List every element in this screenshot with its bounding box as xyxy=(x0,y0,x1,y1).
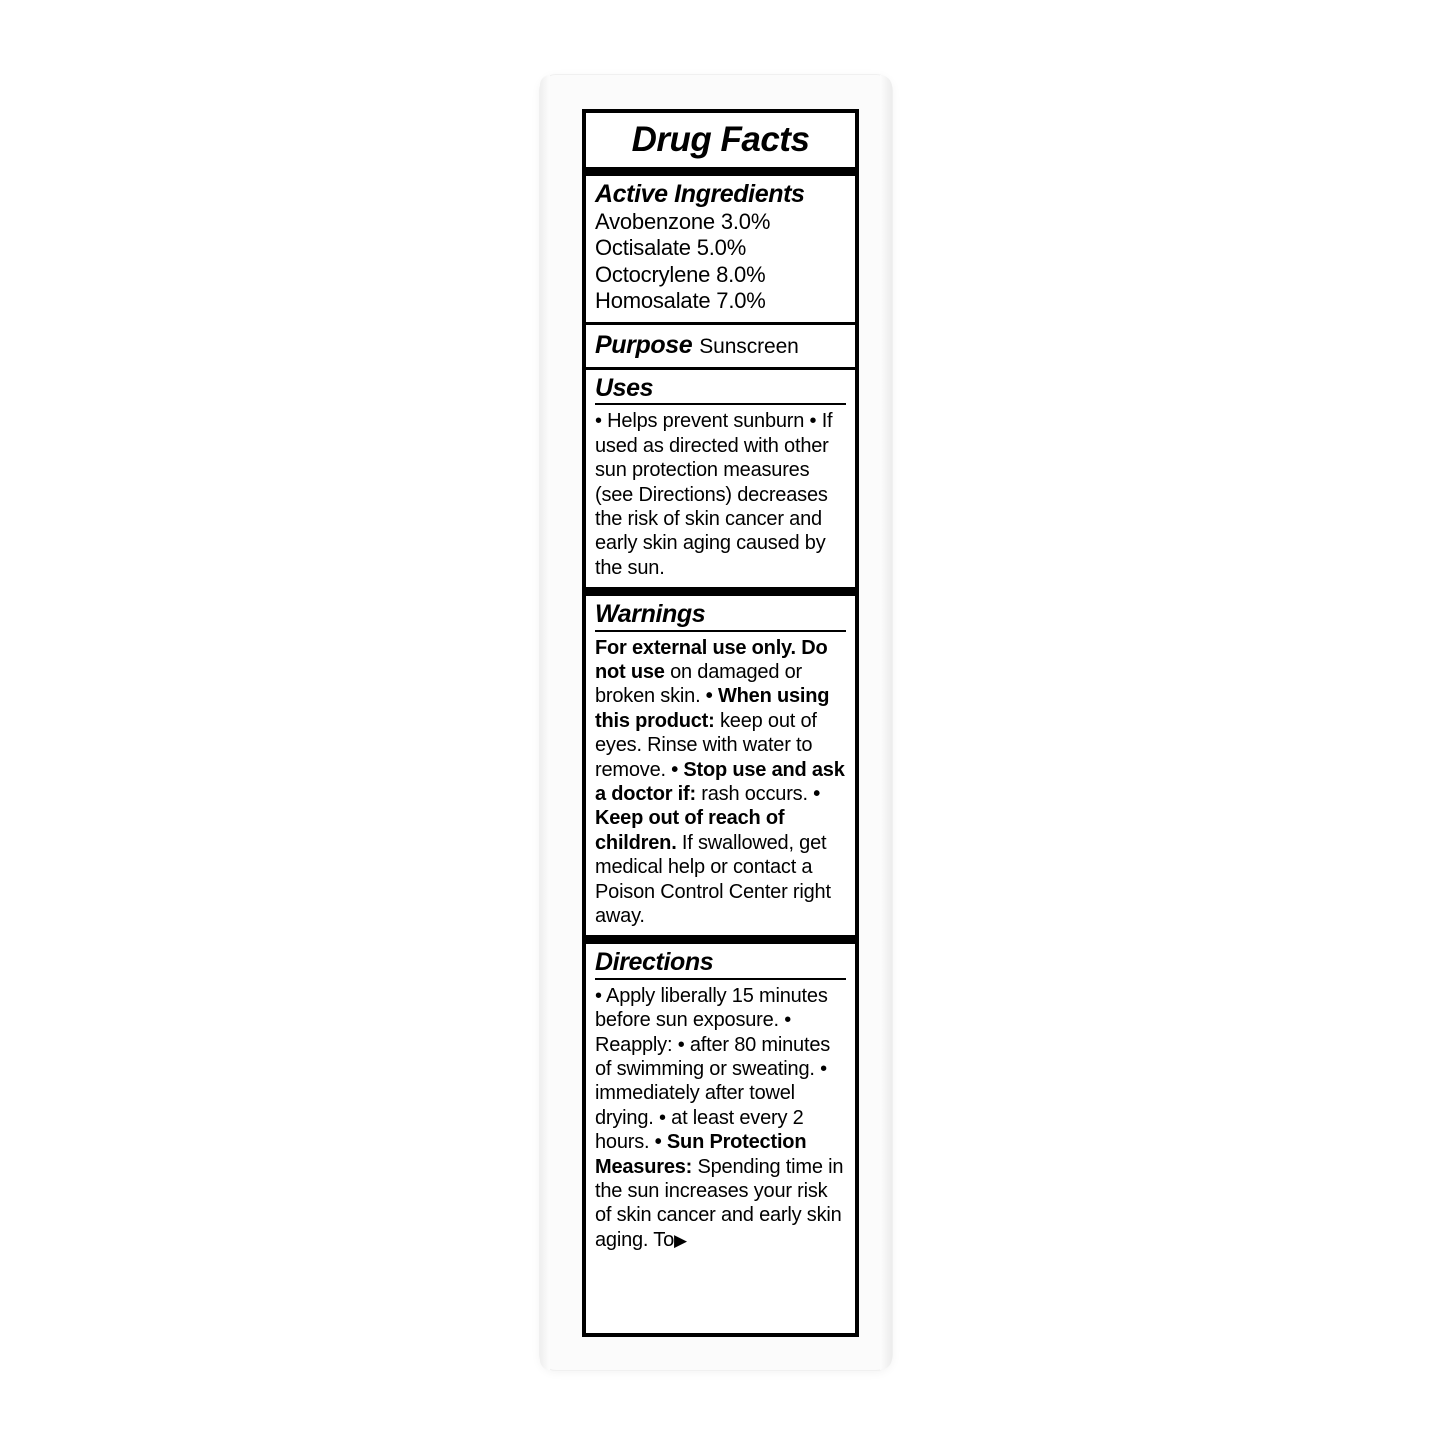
drug-facts-title: Drug Facts xyxy=(586,113,855,176)
warnings-bold-2: • When using this product: xyxy=(595,685,830,732)
warnings-rest-2: keep out of eyes. Rinse with water to remove. xyxy=(595,709,817,781)
section-active-ingredients xyxy=(586,176,855,325)
warnings-bold-3: • Stop use and ask a doctor if: xyxy=(595,758,845,806)
continuation-arrow-icon: ▶ xyxy=(674,1230,687,1250)
list-item: Avobenzone 3.0% xyxy=(595,208,771,234)
list-item: Homosalate 7.0% xyxy=(595,288,766,314)
active-ingredients-heading: Active Ingredients xyxy=(595,180,805,208)
purpose-value: Sunscreen xyxy=(699,334,799,358)
warnings-heading: Warnings xyxy=(595,601,846,632)
directions-heading: Directions xyxy=(595,949,846,980)
warnings-rest-4: If swallowed, get medical help or contact a Poison Control Center right away. xyxy=(595,831,831,927)
purpose-heading: Purpose xyxy=(595,330,693,359)
section-uses xyxy=(586,370,855,596)
drug-facts-label xyxy=(582,109,859,1337)
warnings-text xyxy=(595,636,846,929)
directions-part-1: • Apply liberally 15 minutes before sun exposure. • Reapply: • after 80 minutes of swimming or sweating. • immediately after towel drying. • at least every 2 hours. xyxy=(595,984,831,1154)
uses-text: • Helps prevent sunburn • If used as directed with other sun protection measures (see Directions) decreases the risk of skin cancer and early skin aging caused by the sun. xyxy=(595,410,833,579)
directions-text xyxy=(595,984,846,1252)
uses-heading: Uses xyxy=(595,375,846,406)
warnings-rest-3: rash occurs. xyxy=(695,783,814,806)
section-directions xyxy=(586,944,855,1259)
directions-part-2: Spending time in the sun increases your risk of skin cancer and early skin aging. To xyxy=(595,1155,844,1251)
active-ingredients-list xyxy=(595,209,846,315)
product-carton-panel xyxy=(540,75,892,1370)
section-warnings xyxy=(586,596,855,944)
warnings-bold-1: For external use only. Do not use xyxy=(595,636,828,684)
list-item: Octisalate 5.0% xyxy=(595,235,747,261)
section-purpose xyxy=(586,325,855,370)
directions-bold: • Sun Protection Measures: xyxy=(595,1131,807,1178)
warnings-rest-1: on damaged or broken skin. xyxy=(595,661,803,708)
list-item: Octocrylene 8.0% xyxy=(595,261,766,287)
warnings-bold-4: • Keep out of reach of children. xyxy=(595,783,820,854)
